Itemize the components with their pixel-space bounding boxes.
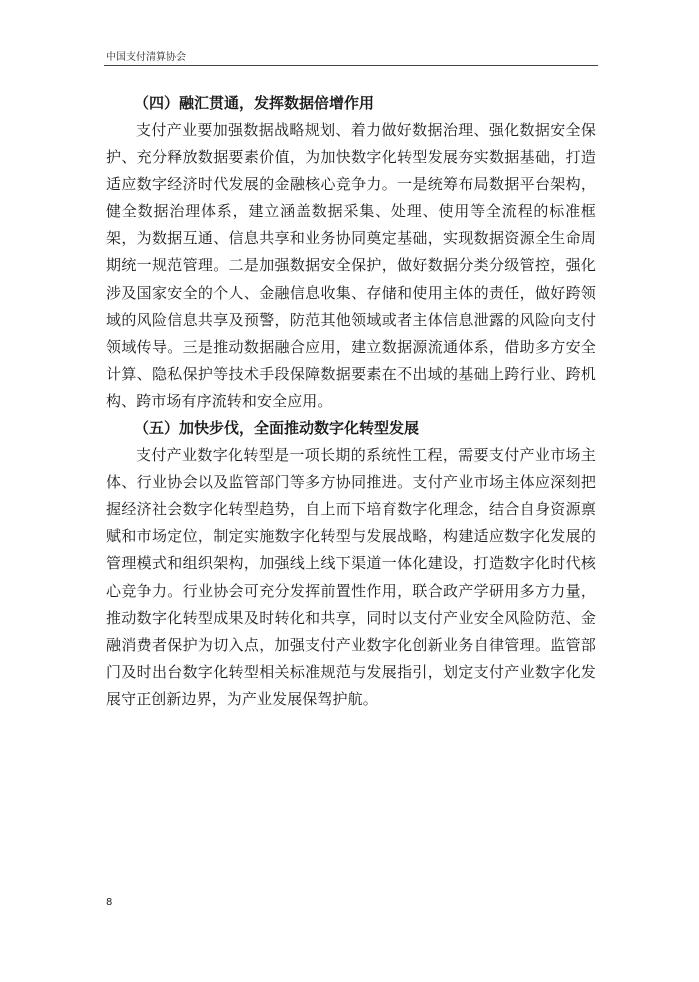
header-divider [104, 65, 598, 66]
section-heading: （五）加快步伐，全面推动数字化转型发展 [134, 419, 420, 438]
page-number: 8 [106, 897, 113, 908]
section-5 [106, 415, 596, 713]
page-header-org-name: 中国支付清算协会 [106, 52, 186, 63]
section-heading: （四）融汇贯通，发挥数据倍增作用 [134, 94, 375, 112]
document-body [106, 90, 596, 713]
section-4 [106, 90, 596, 415]
section-paragraph: 支付产业数字化转型是一项长期的系统性工程，需要支付产业市场主体、行业协会以及监管部门等多方协同推进。支付产业市场主体应深刻把握经济社会数字化转型趋势，自上而下培育数字化理念，结合自身资源禀赋和市场定位，制定实施数字化转型与发展战略，构建适应数字化发展的管理模式和组织架构，加强线上线下渠道一体化建设，打造数字化时代核心竞争力。行业协会可充分发挥前置性作用，联合政产学研用多方力量，推动数字化转型成果及时转化和共享，同时以支付产业安全风险防范、金融消费者保护为切入点，加强支付产业数字化创新业务自律管理。监管部门及时出台数字化转型相关标准规范与发展指引，划定支付产业数字化发展守正创新边界，为产业发展保驾护航。 [106, 446, 596, 708]
section-paragraph: 支付产业要加强数据战略规划、着力做好数据治理、强化数据安全保护、充分释放数据要素价值，为加快数字化转型发展夯实数据基础，打造适应数字经济时代发展的金融核心竞争力。一是统筹布局数据平台架构，健全数据治理体系，建立涵盖数据采集、处理、使用等全流程的标准框架，为数据互通、信息共享和业务协同奠定基础，实现数据资源全生命周期统一规范管理。二是加强数据安全保护，做好数据分类分级管控，强化涉及国家安全的个人、金融信息收集、存储和使用主体的责任，做好跨领域的风险信息共享及预警，防范其他领域或者主体信息泄露的风险向支付领域传导。三是推动数据融合应用，建立数据源流通体系，借助多方安全计算、隐私保护等技术手段保障数据要素在不出域的基础上跨行业、跨机构、跨市场有序流转和安全应用。 [106, 121, 596, 410]
